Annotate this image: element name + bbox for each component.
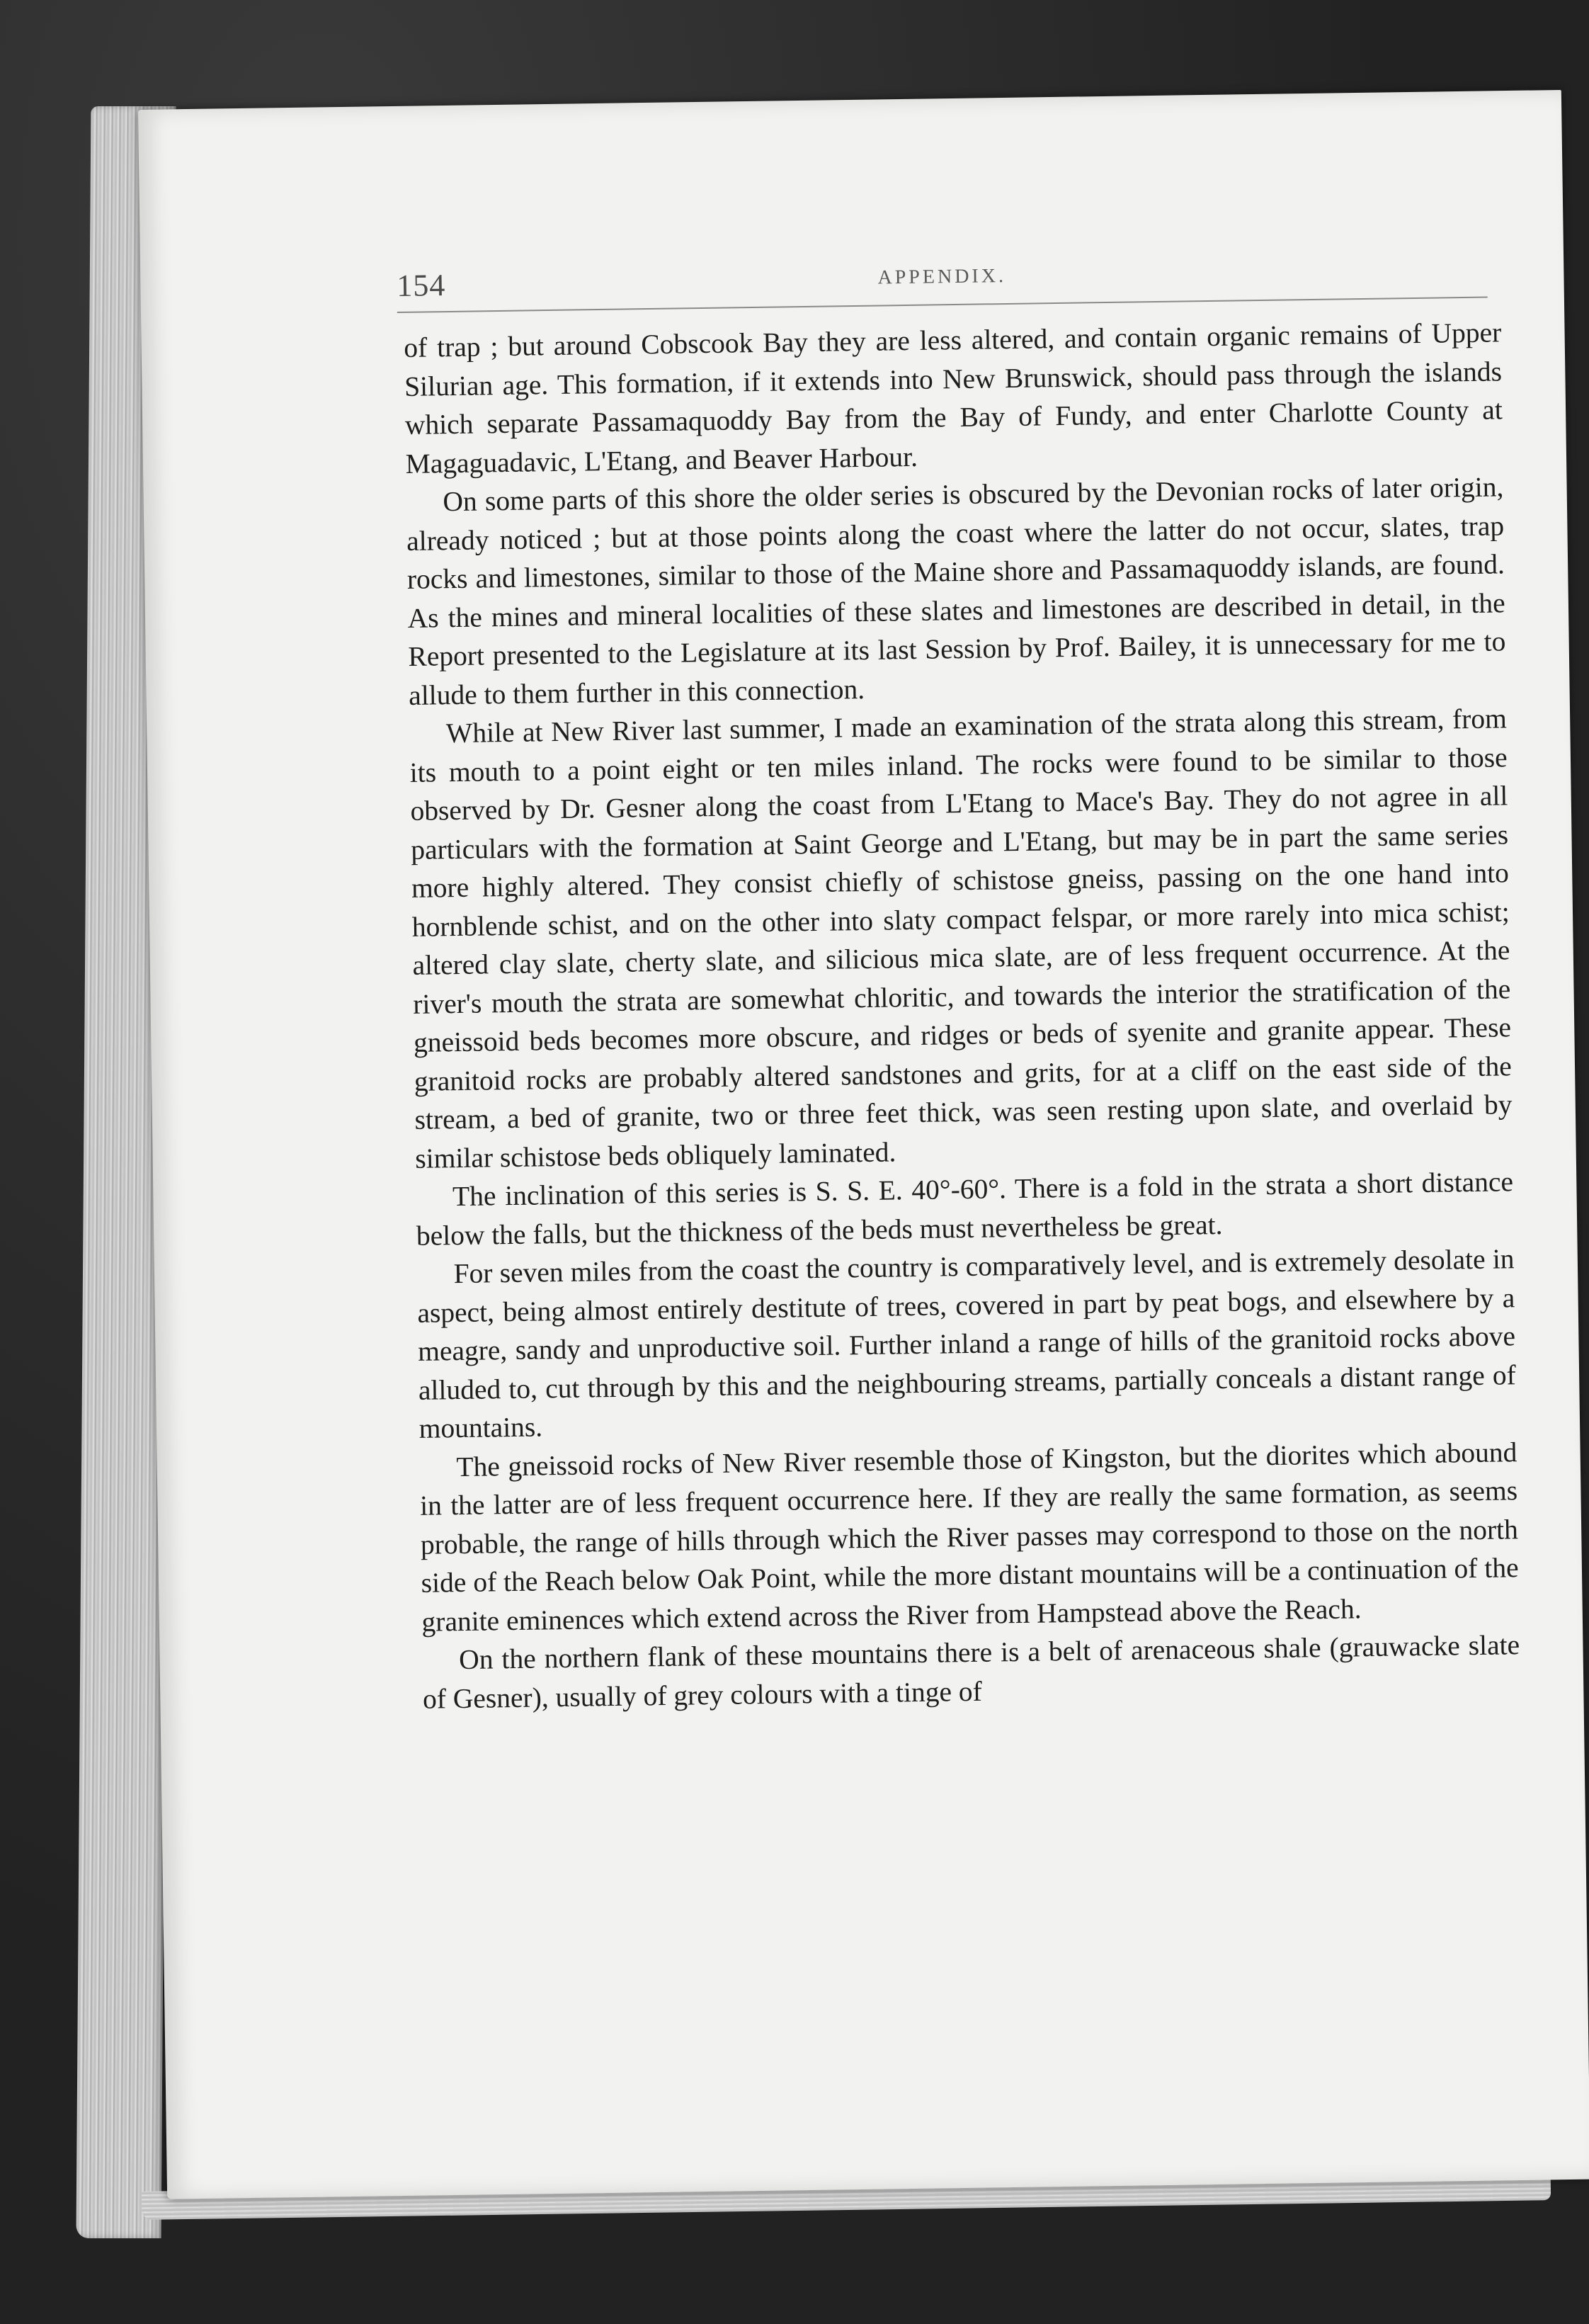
paragraph: For seven miles from the coast the country is comparatively level, and is extremely desolate in aspect, being almost entirely destitute of trees, covered in part by peat bogs, and elsewhere by a meagre, sandy and unproductive soil. Further inland a range of hills of the granitoid rocks above alluded to, cut through by this and the neighbouring streams, partially conceals a distant range of mountains.	[417, 1243, 1517, 1444]
page-number: 154	[397, 268, 446, 303]
paragraph: On the northern flank of these mountains there is a belt of arenaceous shale (grauwacke slate of Gesner), usually of grey colours with a tinge of	[422, 1629, 1520, 1715]
paragraph: On some parts of this shore the older series is obscured by the Devonian rocks of later origin, already noticed ; but at those points along the coast where the latter do not occur, slates, trap rocks and limestones, similar to those of the Maine shore and Passamaquoddy islands, are found. As the mines and mineral localities of these slates and limestones are described in detail, in the Report presented to the Legislature at its last Session by Prof. Bailey, it is unnecessary for me to allude to them further in this connection.	[406, 471, 1506, 711]
paragraph: While at New River last summer, I made an examination of the strata along this stream, from its mouth to a point eight or ten miles inland. The rocks were found to be similar to those observed by Dr. Gesner along the coast from L'Etang to Mace's Bay. They do not agree in all particulars with the formation at Saint George and L'Etang, but may be in part the same series more highly altered. They consist chiefly of schistose gneiss, passing on the one hand into hornblende schist, and on the other into slaty compact felspar, or more rarely into mica schist; altered clay slate, cherty slate, and silicious mica slate, are of less frequent occurrence. At the river's mouth the strata are somewhat chloritic, and towards the interior the stratification of the gneissoid beds becomes more obscure, and ridges or beds of syenite and granite appear. These granitoid rocks are probably altered sandstones and grits, for at a cliff on the east side of the stream, a bed of granite, two or three feet thick, was seen resting upon slate, and overlaid by similar schistose beds obliquely laminated.	[409, 703, 1513, 1174]
body-text	[404, 313, 1520, 1718]
running-head: APPENDIX.	[877, 264, 1007, 289]
paragraph: of trap ; but around Cobscook Bay they are less altered, and contain organic remains of Upper Silurian age. This formation, if it extends into New Brunswick, should pass through the islands which separate Passamaquoddy Bay from the Bay of Fundy, and enter Charlotte County at Magaguadavic, L'Etang, and Beaver Harbour.	[404, 317, 1503, 480]
paragraph: The inclination of this series is S. S. E. 40°-60°. There is a fold in the strata a short distance below the falls, but the thickness of the beds must nevertheless be great.	[416, 1166, 1514, 1252]
paragraph: The gneissoid rocks of New River resemble those of Kingston, but the diorites which abound in the latter are of less frequent occurrence here. If they are really the same formation, as seems probable, the range of hills through which the River passes may correspond to those on the north side of the Reach below Oak Point, while the more distant mountains will be a continuation of the granite eminences which extend across the River from Hampstead above the Reach.	[419, 1436, 1519, 1638]
